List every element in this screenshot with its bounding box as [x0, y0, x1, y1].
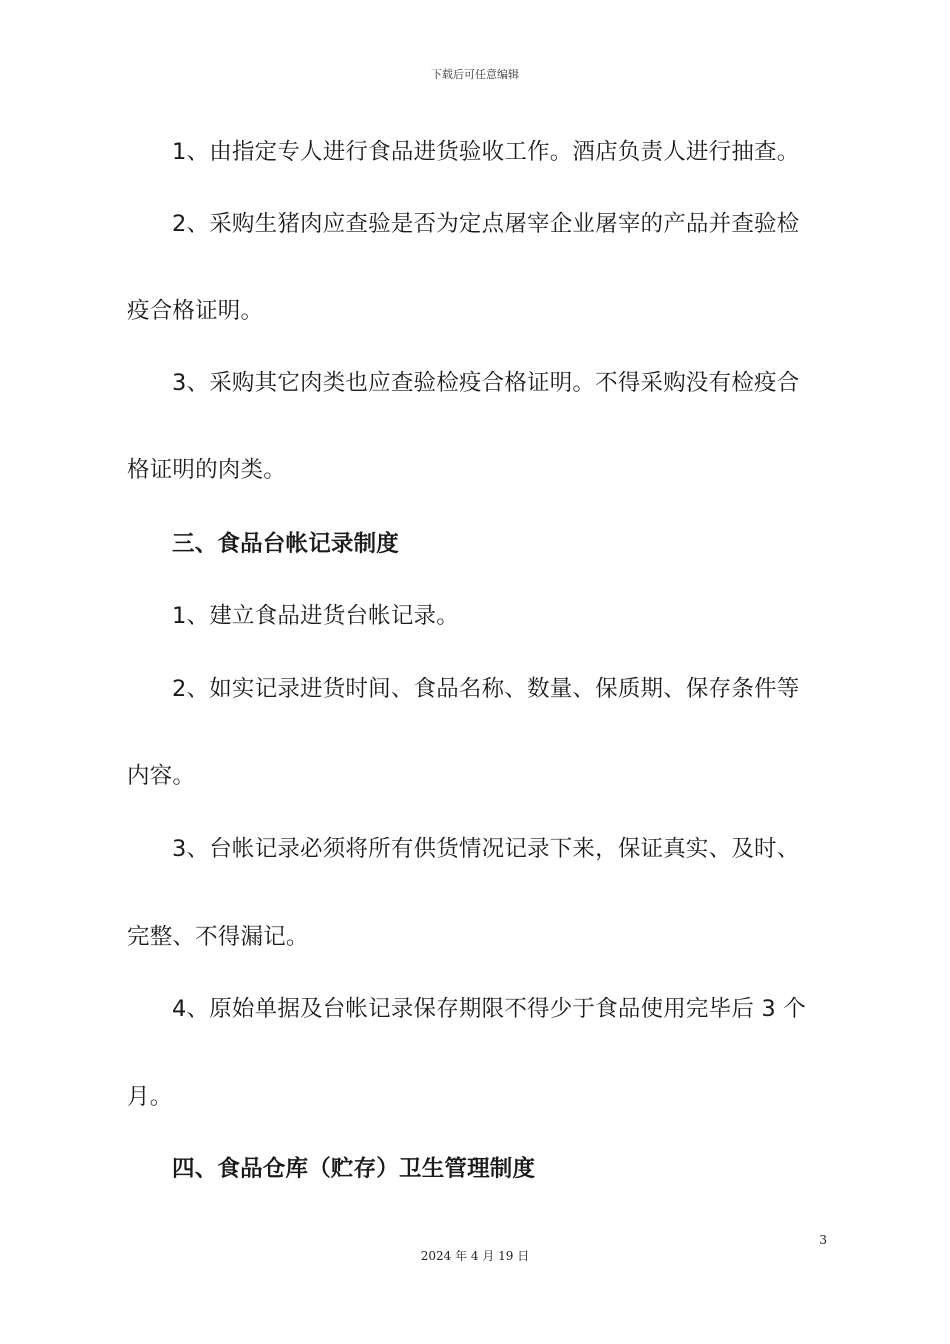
paragraph-5-line-2: 内容。 [127, 763, 196, 789]
paragraph-7-line-1: 4、原始单据及台帐记录保存期限不得少于食品使用完毕后 3 个 [172, 996, 806, 1022]
paragraph-7-line-2: 月。 [127, 1084, 173, 1110]
paragraph-3-line-1: 3、采购其它肉类也应查验检疫合格证明。不得采购没有检疫合 [172, 370, 800, 396]
paragraph-1: 1、由指定专人进行食品进货验收工作。酒店负责人进行抽查。 [172, 139, 800, 165]
paragraph-6-line-2: 完整、不得漏记。 [127, 924, 309, 950]
paragraph-5-line-1: 2、如实记录进货时间、食品名称、数量、保质期、保存条件等 [172, 676, 800, 702]
paragraph-2-line-2: 疫合格证明。 [127, 298, 264, 324]
paragraph-4: 1、建立食品进货台帐记录。 [172, 603, 459, 629]
paragraph-6-line-1: 3、台帐记录必须将所有供货情况记录下来，保证真实、及时、 [172, 836, 800, 862]
paragraph-3-line-2: 格证明的肉类。 [127, 457, 286, 483]
page-header: 下载后可任意编辑 [431, 68, 519, 81]
section-heading-3: 三、食品台帐记录制度 [172, 531, 400, 557]
paragraph-2-line-1: 2、采购生猪肉应查验是否为定点屠宰企业屠宰的产品并查验检 [172, 211, 800, 237]
page-footer-date: 2024 年 4 月 19 日 [420, 1249, 530, 1263]
section-heading-4: 四、食品仓库（贮存）卫生管理制度 [172, 1156, 536, 1182]
page-number: 3 [819, 1233, 827, 1247]
